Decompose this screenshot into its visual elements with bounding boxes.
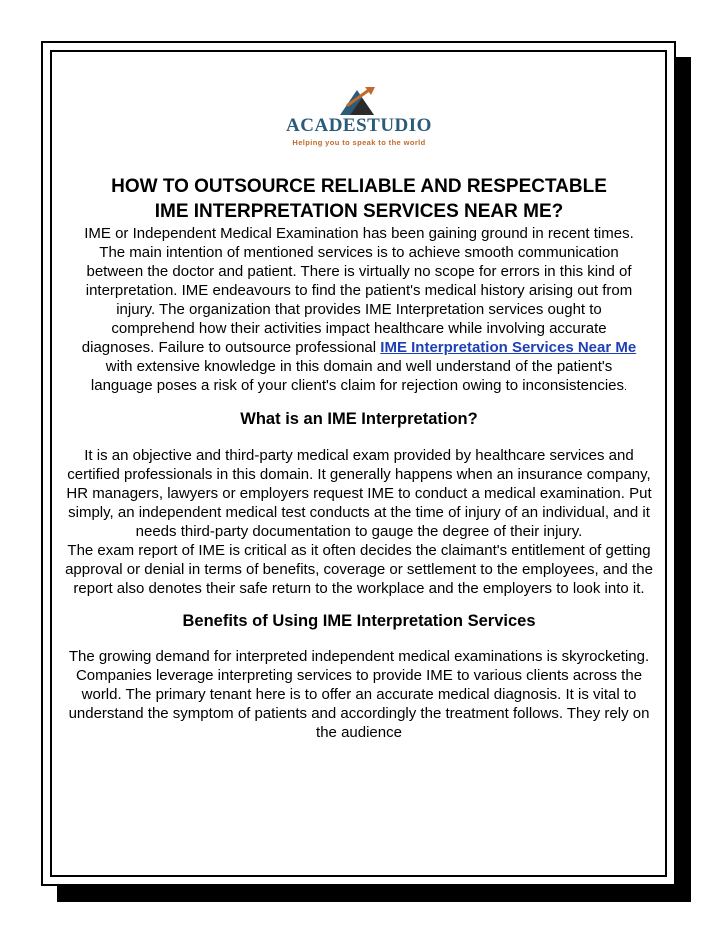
section-heading-benefits: Benefits of Using IME Interpretation Services [182,612,536,630]
acadestudio-logo [49,84,669,148]
document-content [49,84,669,742]
intro-period: . [624,381,628,393]
intro-text-start: IME or Independent Medical Examination has been gaining ground in recent times. The main intention of mentioned services is to achieve smooth communication between the doctor and patient. There is virtually no scope for errors in this kind of interpretation. IME endeavours to find the patient's medical history arising out from injury. The organization that provides IME Interpretation services ought to comprehend how their activities impact healthcare while involving accurate diagnoses. Failure to outsource professional [81,225,634,356]
intro-text-end: with extensive knowledge in this domain and well understand of the patient's language poses a risk of your client's claim for rejection owing to inconsistencies [90,358,625,394]
logo-tagline: Helping you to speak to the world [292,138,426,147]
mountain-arrow-icon [336,84,382,116]
section2-paragraph-1: The growing demand for interpreted independent medical examinations is skyrocketing. Companies leverage interpreting services to provide IME to various clients across the world. The primary tenant here is to offer an accurate medical diagnosis. It is vital to understand the symptom of patients and accordingly the treatment follows. They rely on the audience [68,648,650,741]
ime-services-link[interactable]: IME Interpretation Services Near Me [380,339,637,356]
section1-paragraph-1: It is an objective and third-party medical exam provided by healthcare services and certified professionals in this domain. It generally happens when an insurance company, HR managers, lawyers or employers request IME to conduct a medical examination. Put simply, an independent medical test conducts at the time of injury of an individual, and it needs third-party documentation to gauge the degree of their injury. [66,447,652,540]
document-title: HOW TO OUTSOURCE RELIABLE AND RESPECTABLE IME INTERPRETATION SERVICES NEAR ME? [111,176,607,222]
intro-paragraph [49,224,669,397]
section-heading-what-is-ime: What is an IME Interpretation? [240,410,478,428]
logo-wordmark: ACADESTUDIO [286,115,432,136]
section1-paragraph-2: The exam report of IME is critical as it often decides the claimant's entitlement of getting approval or denial in terms of benefits, coverage or settlement to the employees, and the report also denotes their safe return to the workplace and the employers to look into it. [65,542,653,597]
